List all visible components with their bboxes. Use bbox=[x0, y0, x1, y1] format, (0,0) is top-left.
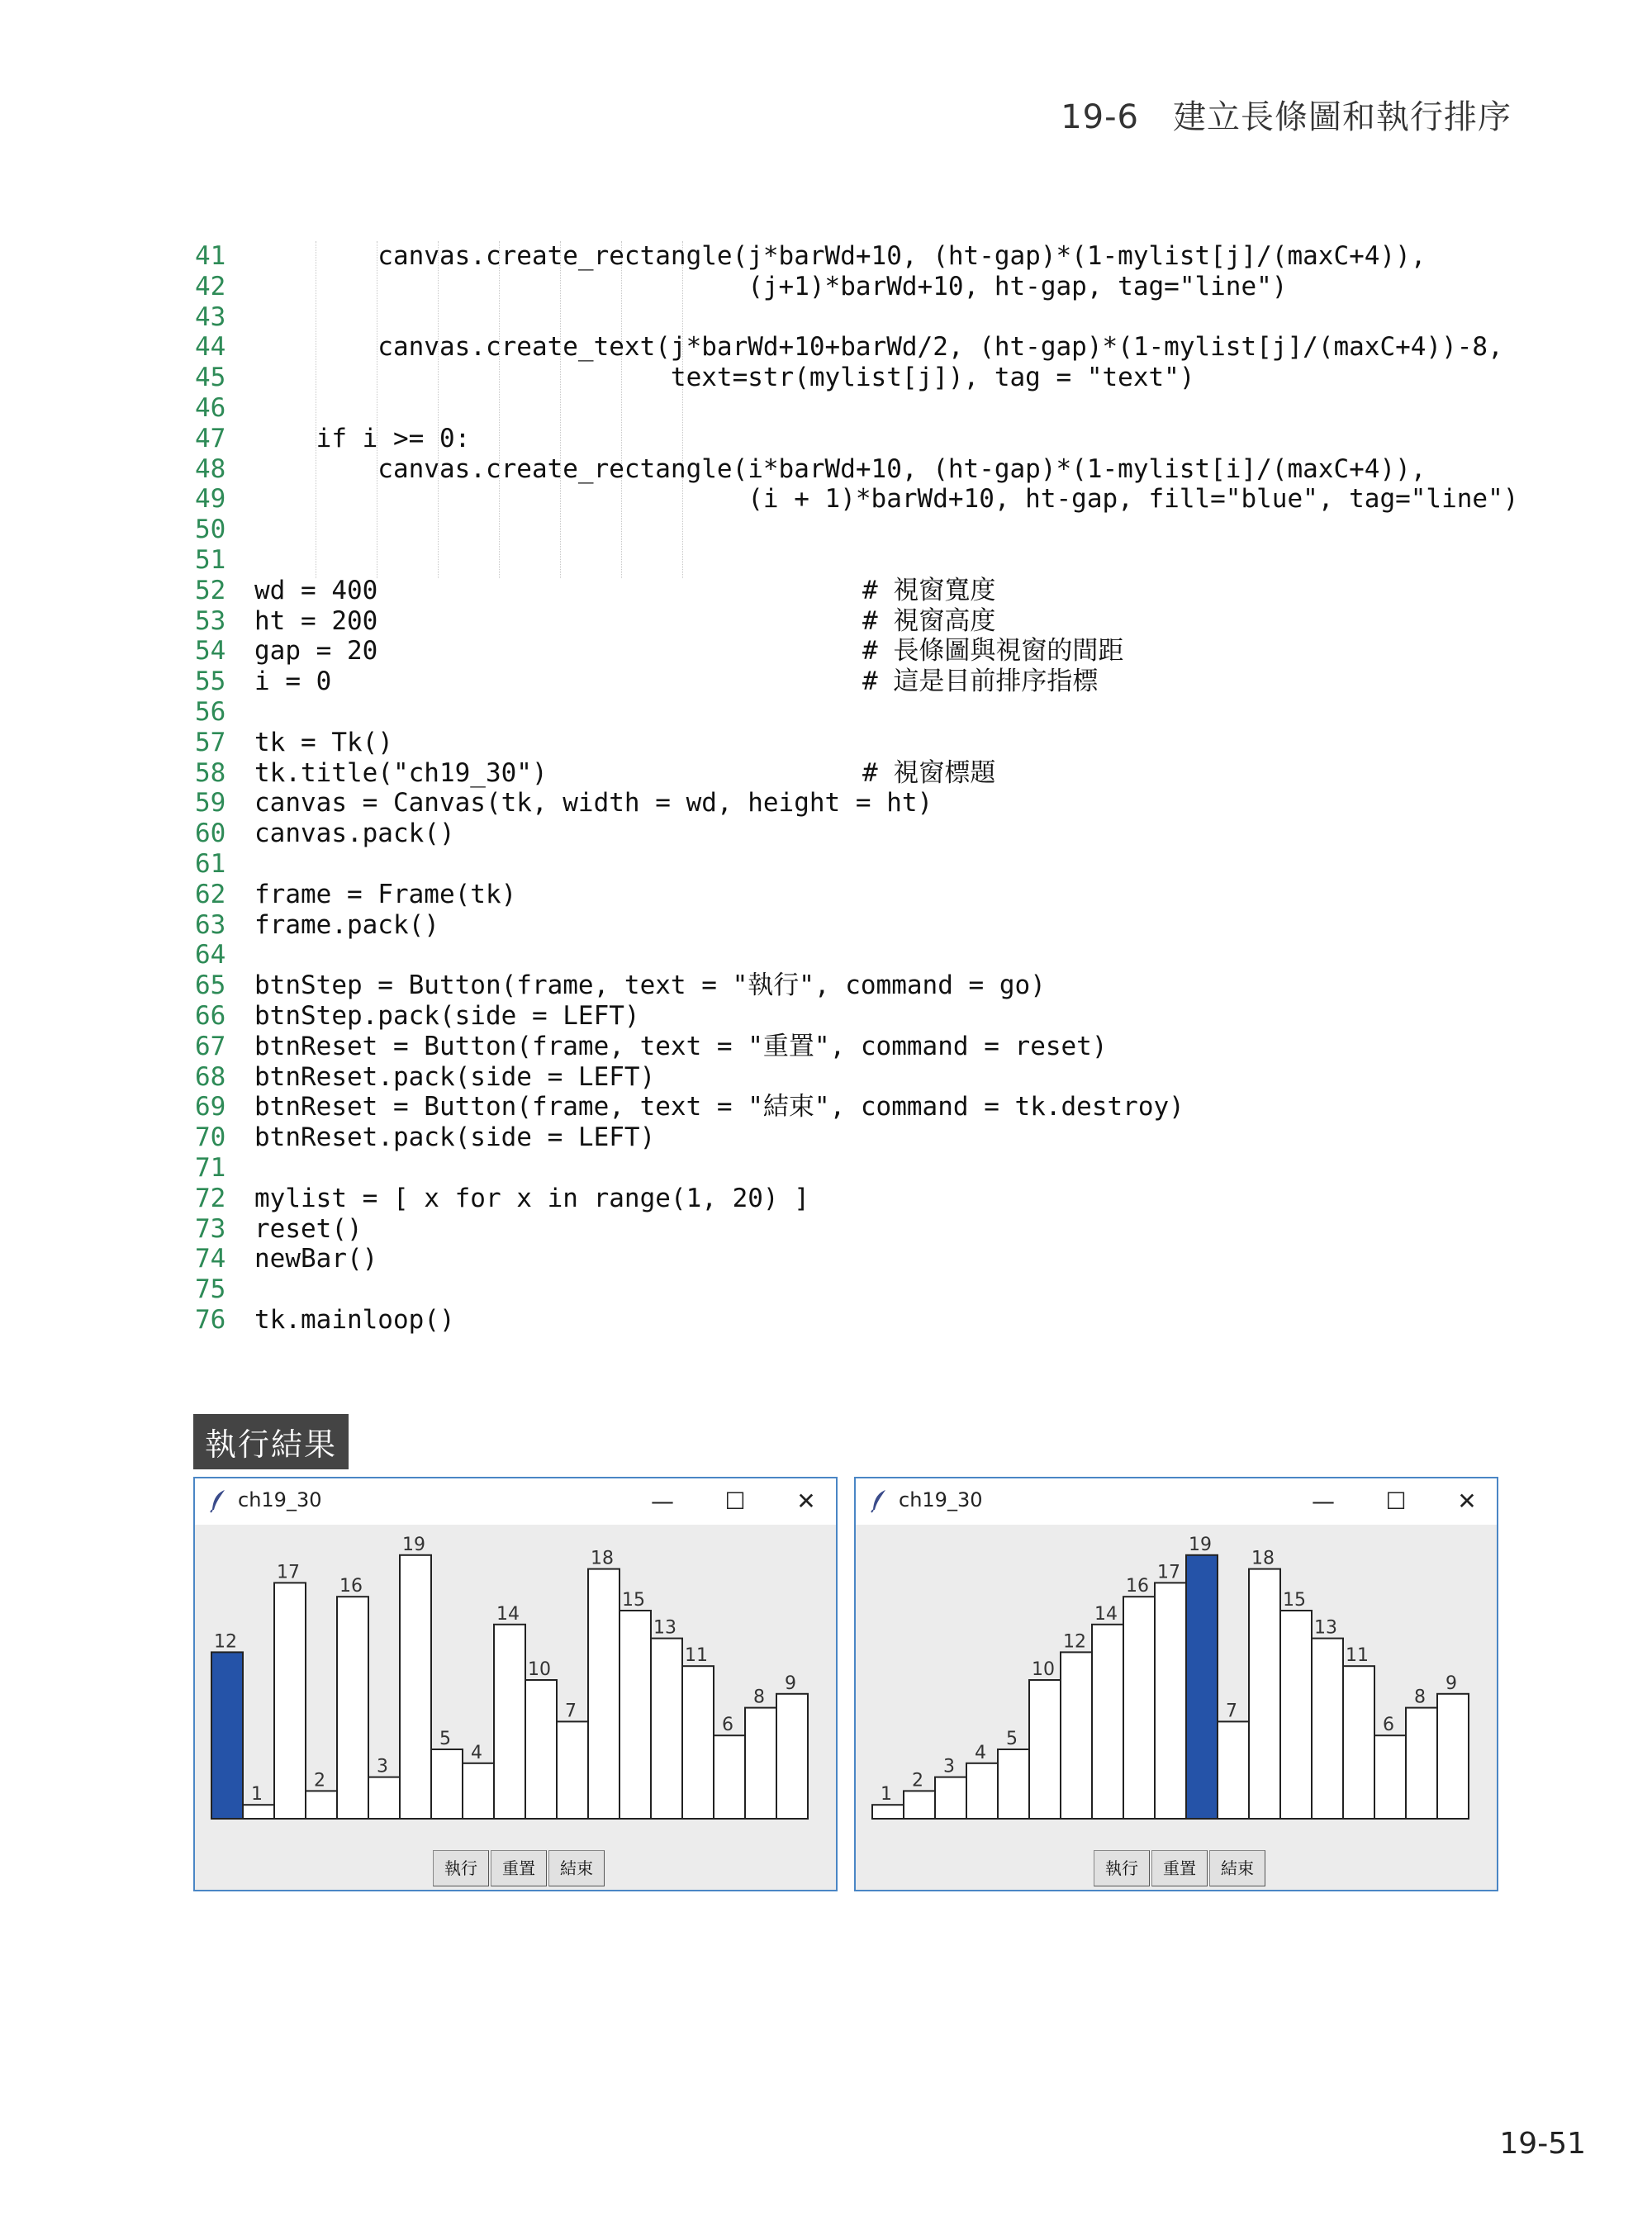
title-bar bbox=[856, 1478, 1497, 1525]
code-line bbox=[195, 1274, 1550, 1305]
code-text: btnReset = Button(frame, text = "重置", command = reset) bbox=[254, 1031, 1108, 1061]
bar bbox=[714, 1735, 745, 1819]
code-line bbox=[195, 1153, 1550, 1184]
bar bbox=[966, 1763, 998, 1819]
button-bar bbox=[433, 1850, 606, 1886]
bar bbox=[1123, 1597, 1155, 1819]
bar-value-label: 1 bbox=[251, 1784, 263, 1806]
code-text: frame.pack() bbox=[254, 909, 439, 940]
line-number: 68 bbox=[195, 1061, 226, 1092]
bar bbox=[463, 1763, 494, 1819]
bar-value-label: 18 bbox=[591, 1548, 614, 1569]
bar bbox=[1343, 1666, 1374, 1819]
line-number: 71 bbox=[195, 1152, 226, 1183]
line-number: 70 bbox=[195, 1122, 226, 1153]
code-line bbox=[195, 1214, 1550, 1245]
bar-value-label: 18 bbox=[1251, 1548, 1275, 1569]
bar-value-label: 19 bbox=[402, 1534, 425, 1555]
code-line bbox=[195, 1305, 1550, 1336]
line-number: 44 bbox=[195, 332, 226, 363]
bar-value-label: 11 bbox=[685, 1645, 708, 1667]
exit-button[interactable]: 結束 bbox=[1209, 1850, 1265, 1886]
bar-value-label: 1 bbox=[881, 1784, 892, 1806]
bar bbox=[1186, 1555, 1218, 1819]
bar bbox=[1092, 1625, 1123, 1819]
line-number: 66 bbox=[195, 1000, 226, 1031]
code-text: canvas.create_rectangle(i*barWd+10, (ht-gap)*(1-mylist[i]/(maxC+4)), bbox=[254, 453, 1427, 484]
code-text: canvas.pack() bbox=[254, 819, 455, 849]
code-text: btnStep.pack(side = LEFT) bbox=[254, 1000, 640, 1031]
bar-value-label: 6 bbox=[1383, 1715, 1394, 1736]
line-number: 62 bbox=[195, 879, 226, 909]
bar-value-label: 12 bbox=[214, 1631, 237, 1653]
bar-value-label: 13 bbox=[653, 1617, 676, 1639]
code-line bbox=[195, 1122, 1550, 1153]
bar-value-label: 16 bbox=[339, 1576, 363, 1597]
bar-value-label: 16 bbox=[1126, 1576, 1149, 1597]
line-number: 69 bbox=[195, 1092, 226, 1122]
line-number: 61 bbox=[195, 848, 226, 879]
bar bbox=[651, 1639, 682, 1819]
bar bbox=[431, 1749, 463, 1819]
bar bbox=[872, 1805, 904, 1819]
line-number: 54 bbox=[195, 636, 226, 667]
bar bbox=[620, 1611, 651, 1819]
line-number: 75 bbox=[195, 1274, 226, 1305]
code-line bbox=[195, 454, 1550, 485]
code-listing bbox=[195, 241, 1550, 1336]
bar-value-label: 7 bbox=[1226, 1701, 1237, 1722]
app-window bbox=[854, 1477, 1498, 1891]
page-header: 19-6 建立長條圖和執行排序 bbox=[1061, 98, 1512, 136]
bar-value-label: 11 bbox=[1346, 1645, 1369, 1667]
line-number: 45 bbox=[195, 363, 226, 393]
code-text: tk.title("ch19_30") bbox=[254, 757, 548, 788]
bar-value-label: 4 bbox=[471, 1742, 482, 1763]
code-line bbox=[195, 1001, 1550, 1032]
code-text: canvas.create_rectangle(j*barWd+10, (ht-gap)*(1-mylist[j]/(maxC+4)), bbox=[254, 241, 1427, 271]
maximize-button[interactable]: ☐ bbox=[724, 1488, 746, 1515]
code-line bbox=[195, 515, 1550, 545]
bar bbox=[400, 1555, 431, 1819]
bar-value-label: 5 bbox=[1006, 1729, 1018, 1749]
bar bbox=[1312, 1639, 1343, 1819]
code-line bbox=[195, 940, 1550, 970]
app-window bbox=[193, 1477, 838, 1891]
bar-value-label: 8 bbox=[753, 1687, 765, 1708]
line-number: 41 bbox=[195, 241, 226, 271]
code-text: gap = 20 bbox=[254, 636, 378, 667]
code-line bbox=[195, 1184, 1550, 1214]
code-line bbox=[195, 606, 1550, 637]
code-line bbox=[195, 332, 1550, 363]
bar-value-label: 3 bbox=[377, 1756, 388, 1777]
exit-button[interactable]: 結束 bbox=[548, 1850, 605, 1886]
code-line bbox=[195, 667, 1550, 697]
code-text: canvas = Canvas(tk, width = wd, height = ht) bbox=[254, 788, 933, 819]
code-comment: # 視窗標題 bbox=[862, 757, 996, 788]
feather-icon bbox=[208, 1488, 230, 1513]
code-line bbox=[195, 728, 1550, 758]
code-text: btnReset.pack(side = LEFT) bbox=[254, 1122, 656, 1153]
bar-value-label: 17 bbox=[277, 1562, 300, 1583]
bar bbox=[1155, 1583, 1186, 1819]
code-text: reset() bbox=[254, 1213, 363, 1244]
code-text: if i >= 0: bbox=[254, 423, 471, 453]
code-text: (j+1)*barWd+10, ht-gap, tag="line") bbox=[254, 271, 1288, 301]
bar bbox=[274, 1583, 306, 1819]
code-line bbox=[195, 272, 1550, 302]
bar bbox=[368, 1777, 400, 1819]
window-title: ch19_30 bbox=[238, 1488, 322, 1511]
line-number: 72 bbox=[195, 1183, 226, 1213]
code-text: wd = 400 bbox=[254, 575, 378, 605]
code-text: (i + 1)*barWd+10, ht-gap, fill="blue", tag="line") bbox=[254, 484, 1519, 515]
bar-value-label: 2 bbox=[912, 1770, 923, 1791]
code-text: ht = 200 bbox=[254, 605, 378, 636]
bar-value-label: 12 bbox=[1063, 1631, 1086, 1653]
bar-value-label: 3 bbox=[943, 1756, 955, 1777]
line-number: 56 bbox=[195, 696, 226, 727]
code-line bbox=[195, 1092, 1550, 1122]
bar-value-label: 13 bbox=[1314, 1617, 1337, 1639]
code-text: canvas.create_text(j*barWd+10+barWd/2, (ht-gap)*(1-mylist[j]/(maxC+4))-8, bbox=[254, 332, 1503, 363]
button-bar bbox=[1094, 1850, 1267, 1886]
bar bbox=[776, 1694, 808, 1819]
bar-value-label: 4 bbox=[975, 1742, 986, 1763]
bar-value-label: 14 bbox=[496, 1603, 520, 1625]
code-line bbox=[195, 849, 1550, 880]
code-line bbox=[195, 910, 1550, 941]
bar-value-label: 6 bbox=[722, 1715, 733, 1736]
line-number: 76 bbox=[195, 1304, 226, 1335]
code-line bbox=[195, 545, 1550, 576]
maximize-button[interactable]: ☐ bbox=[1385, 1488, 1407, 1515]
feather-icon bbox=[869, 1488, 890, 1513]
run-button[interactable]: 執行 bbox=[433, 1850, 489, 1886]
code-line bbox=[195, 970, 1550, 1001]
code-text: i = 0 bbox=[254, 667, 332, 697]
code-line bbox=[195, 424, 1550, 454]
bar-value-label: 10 bbox=[1032, 1659, 1055, 1680]
bar bbox=[682, 1666, 714, 1819]
code-line bbox=[195, 636, 1550, 667]
code-line bbox=[195, 788, 1550, 819]
bar-value-label: 17 bbox=[1157, 1562, 1180, 1583]
bar-value-label: 14 bbox=[1094, 1603, 1118, 1625]
bar bbox=[1280, 1611, 1312, 1819]
result-label: 執行結果 bbox=[193, 1414, 349, 1469]
line-number: 46 bbox=[195, 392, 226, 423]
bar bbox=[494, 1625, 525, 1819]
bar-value-label: 15 bbox=[1283, 1590, 1306, 1611]
bar bbox=[1249, 1569, 1280, 1819]
code-text: newBar() bbox=[254, 1244, 378, 1274]
bar-value-label: 8 bbox=[1414, 1687, 1426, 1708]
code-comment: # 視窗高度 bbox=[862, 605, 996, 636]
bar bbox=[1406, 1708, 1437, 1819]
code-text: btnReset = Button(frame, text = "結束", command = tk.destroy) bbox=[254, 1092, 1184, 1122]
line-number: 55 bbox=[195, 667, 226, 697]
code-text: mylist = [ x for x in range(1, 20) ] bbox=[254, 1183, 809, 1213]
bar bbox=[337, 1597, 368, 1819]
line-number: 58 bbox=[195, 757, 226, 788]
code-line bbox=[195, 880, 1550, 910]
line-number: 52 bbox=[195, 575, 226, 605]
line-number: 73 bbox=[195, 1213, 226, 1244]
code-text: tk = Tk() bbox=[254, 727, 393, 757]
bar-value-label: 2 bbox=[314, 1770, 325, 1791]
line-number: 53 bbox=[195, 605, 226, 636]
bar bbox=[1374, 1735, 1406, 1819]
bar bbox=[588, 1569, 620, 1819]
line-number: 47 bbox=[195, 423, 226, 453]
page-number: 19-51 bbox=[1499, 2127, 1586, 2161]
bar bbox=[306, 1791, 337, 1819]
code-text: btnReset.pack(side = LEFT) bbox=[254, 1061, 656, 1092]
bar bbox=[211, 1652, 243, 1819]
bar-chart bbox=[210, 1533, 825, 1822]
line-number: 43 bbox=[195, 301, 226, 332]
bar bbox=[1061, 1652, 1092, 1819]
minimize-button[interactable]: — bbox=[651, 1488, 674, 1515]
code-line bbox=[195, 393, 1550, 424]
line-number: 60 bbox=[195, 819, 226, 849]
minimize-button[interactable]: — bbox=[1312, 1488, 1335, 1515]
code-text: text=str(mylist[j]), tag = "text") bbox=[254, 363, 1195, 393]
bar bbox=[243, 1805, 274, 1819]
code-comment: # 這是目前排序指標 bbox=[862, 667, 1099, 697]
bar-value-label: 7 bbox=[565, 1701, 577, 1722]
code-line bbox=[195, 819, 1550, 849]
code-comment: # 視窗寬度 bbox=[862, 575, 996, 605]
code-text: btnStep = Button(frame, text = "執行", command = go) bbox=[254, 970, 1046, 1001]
line-number: 65 bbox=[195, 970, 226, 1001]
line-number: 48 bbox=[195, 453, 226, 484]
line-number: 42 bbox=[195, 271, 226, 301]
bar bbox=[1029, 1680, 1061, 1819]
code-line bbox=[195, 1062, 1550, 1093]
code-line bbox=[195, 484, 1550, 515]
line-number: 59 bbox=[195, 788, 226, 819]
bar-value-label: 9 bbox=[785, 1673, 796, 1694]
bar bbox=[998, 1749, 1029, 1819]
line-number: 64 bbox=[195, 940, 226, 970]
bar-value-label: 15 bbox=[622, 1590, 645, 1611]
bar bbox=[1218, 1721, 1249, 1819]
line-number: 57 bbox=[195, 727, 226, 757]
bar-chart bbox=[871, 1533, 1486, 1822]
code-comment: # 長條圖與視窗的間距 bbox=[862, 636, 1124, 667]
title-bar bbox=[195, 1478, 836, 1525]
code-line bbox=[195, 241, 1550, 272]
line-number: 49 bbox=[195, 484, 226, 515]
window-title: ch19_30 bbox=[899, 1488, 983, 1511]
bar-value-label: 19 bbox=[1189, 1534, 1212, 1555]
code-line bbox=[195, 363, 1550, 393]
line-number: 63 bbox=[195, 909, 226, 940]
code-text: frame = Frame(tk) bbox=[254, 879, 517, 909]
reset-button[interactable]: 重置 bbox=[1151, 1850, 1208, 1886]
bar bbox=[1437, 1694, 1469, 1819]
bar-value-label: 10 bbox=[528, 1659, 551, 1680]
code-line bbox=[195, 302, 1550, 333]
close-button[interactable]: ✕ bbox=[796, 1488, 816, 1515]
bar bbox=[935, 1777, 966, 1819]
code-line bbox=[195, 758, 1550, 789]
bar bbox=[525, 1680, 557, 1819]
code-line bbox=[195, 576, 1550, 606]
line-number: 51 bbox=[195, 544, 226, 575]
code-line bbox=[195, 697, 1550, 728]
line-number: 74 bbox=[195, 1244, 226, 1274]
reset-button[interactable]: 重置 bbox=[491, 1850, 547, 1886]
code-line bbox=[195, 1244, 1550, 1274]
bar bbox=[745, 1708, 776, 1819]
run-button[interactable]: 執行 bbox=[1094, 1850, 1150, 1886]
bar-value-label: 5 bbox=[439, 1729, 451, 1749]
bar-value-label: 9 bbox=[1446, 1673, 1457, 1694]
line-number: 50 bbox=[195, 515, 226, 545]
bar bbox=[557, 1721, 588, 1819]
code-line bbox=[195, 1032, 1550, 1062]
bar bbox=[904, 1791, 935, 1819]
line-number: 67 bbox=[195, 1031, 226, 1061]
code-text: tk.mainloop() bbox=[254, 1304, 455, 1335]
close-button[interactable]: ✕ bbox=[1457, 1488, 1477, 1515]
